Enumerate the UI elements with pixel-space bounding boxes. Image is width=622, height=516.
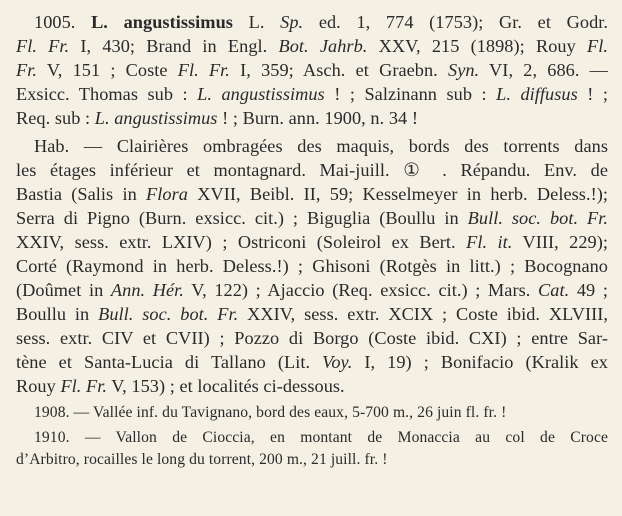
text-line [34,134,608,158]
text-line [16,302,608,326]
species-name: L. angustissimus [91,12,233,32]
text-line [16,158,608,182]
text-segment: sess. extr. CIV et CVII) ; Pozzo di Borgo (Coste ibid. CXI) ; entre Sar- [16,328,608,348]
text-line [16,206,608,230]
italic-reference: Fl. Fr. [177,60,230,80]
text-segment: Boullu in [16,304,99,324]
italic-reference: Bot. Jahrb. [278,36,368,56]
text-line [34,10,608,34]
text-segment: Bastia (Salis in [16,184,147,204]
text-segment: I, 19) ; Bonifacio (Kralik ex [352,352,608,372]
italic-reference: Fl. [587,36,608,56]
text-segment: ed. 1, 774 (1753); Gr. et Godr. [303,12,609,32]
italic-reference: L. angustissimus [94,108,218,128]
text-segment: les étages inférieur et montagnard. Mai-juill. ① . Répandu. Env. de [16,160,608,180]
text-line [16,34,608,58]
italic-reference: Ann. Hér. [110,280,184,300]
text-segment: 49 ; [569,280,608,300]
text-segment: V, 151 ; Coste [36,60,178,80]
text-segment: I, 430; Brand in Engl. [69,36,279,56]
text-line [16,106,608,130]
text-segment: V, 122) ; Ajaccio (Req. exsicc. cit.) ; Mars. [183,280,539,300]
text-segment: 1908. — Vallée inf. du Tavignano, bord des eaux, 5-700 m., 26 juin fl. fr. ! [34,404,507,421]
text-line [16,278,608,302]
text-line [16,350,608,374]
italic-reference: L. angustissimus [197,84,325,104]
text-segment: 1910. — Vallon de Cioccia, en montant de Monaccia au col de Croce [34,429,608,446]
text-segment: Corté (Raymond in herb. Deless.!) ; Ghisoni (Rotgès in litt.) ; Bocognano [16,256,608,276]
text-line [16,182,608,206]
text-segment: Rouy [16,376,61,396]
italic-reference: Bull. soc. bot. Fr. [467,208,608,228]
italic-reference: Fr. [16,60,37,80]
text-segment: ! ; Salzinann sub : [324,84,497,104]
text-segment: d’Arbitro, rocailles le long du torrent, 200 m., 21 juill. fr. ! [16,451,388,468]
italic-reference: Voy. [322,352,353,372]
text-segment: L. [232,12,281,32]
italic-reference: Fl. Fr. [16,36,70,56]
text-line [16,82,608,106]
text-line [16,230,608,254]
text-segment: ! ; [577,84,608,104]
italic-reference: Syn. [448,60,480,80]
text-segment: VI, 2, 686. — [479,60,609,80]
text-segment: (Doûmet in [16,280,111,300]
text-line [16,326,608,350]
italic-reference: Fl. Fr. [60,376,107,396]
text-line [34,403,608,423]
text-segment: ! ; Burn. ann. 1900, n. 34 ! [217,108,418,128]
text-segment: VIII, 229); [512,232,609,252]
italic-reference: Bull. soc. bot. Fr. [98,304,239,324]
text-segment: Serra di Pigno (Burn. exsicc. cit.) ; Biguglia (Boullu in [16,208,468,228]
text-segment: V, 153) ; et localités ci-dessous. [107,376,345,396]
text-line [16,374,608,398]
text-segment: I, 359; Asch. et Graebn. [229,60,449,80]
text-line [34,428,608,448]
italic-reference: Sp. [280,12,304,32]
italic-reference: Flora [146,184,188,204]
italic-reference: L. diffusus [496,84,578,104]
text-segment: XXIV, sess. extr. XCIX ; Coste ibid. XLVIII, [238,304,608,324]
text-segment: XXV, 215 (1898); Rouy [367,36,588,56]
text-line [16,58,608,82]
text-line [16,450,608,470]
italic-reference: Cat. [538,280,570,300]
italic-reference: Fl. it. [466,232,513,252]
text-segment: 1005. [34,12,92,32]
text-segment: XVII, Beibl. II, 59; Kesselmeyer in herb. Deless.!); [187,184,608,204]
text-segment: tène et Santa-Lucia di Tallano (Lit. [16,352,323,372]
text-segment: Req. sub : [16,108,95,128]
text-segment: XXIV, sess. extr. LXIV) ; Ostriconi (Soleirol ex Bert. [16,232,467,252]
text-line [16,254,608,278]
text-segment: Exsicc. Thomas sub : [16,84,198,104]
text-segment: Hab. — Clairières ombragées des maquis, bords des torrents dans [34,136,608,156]
